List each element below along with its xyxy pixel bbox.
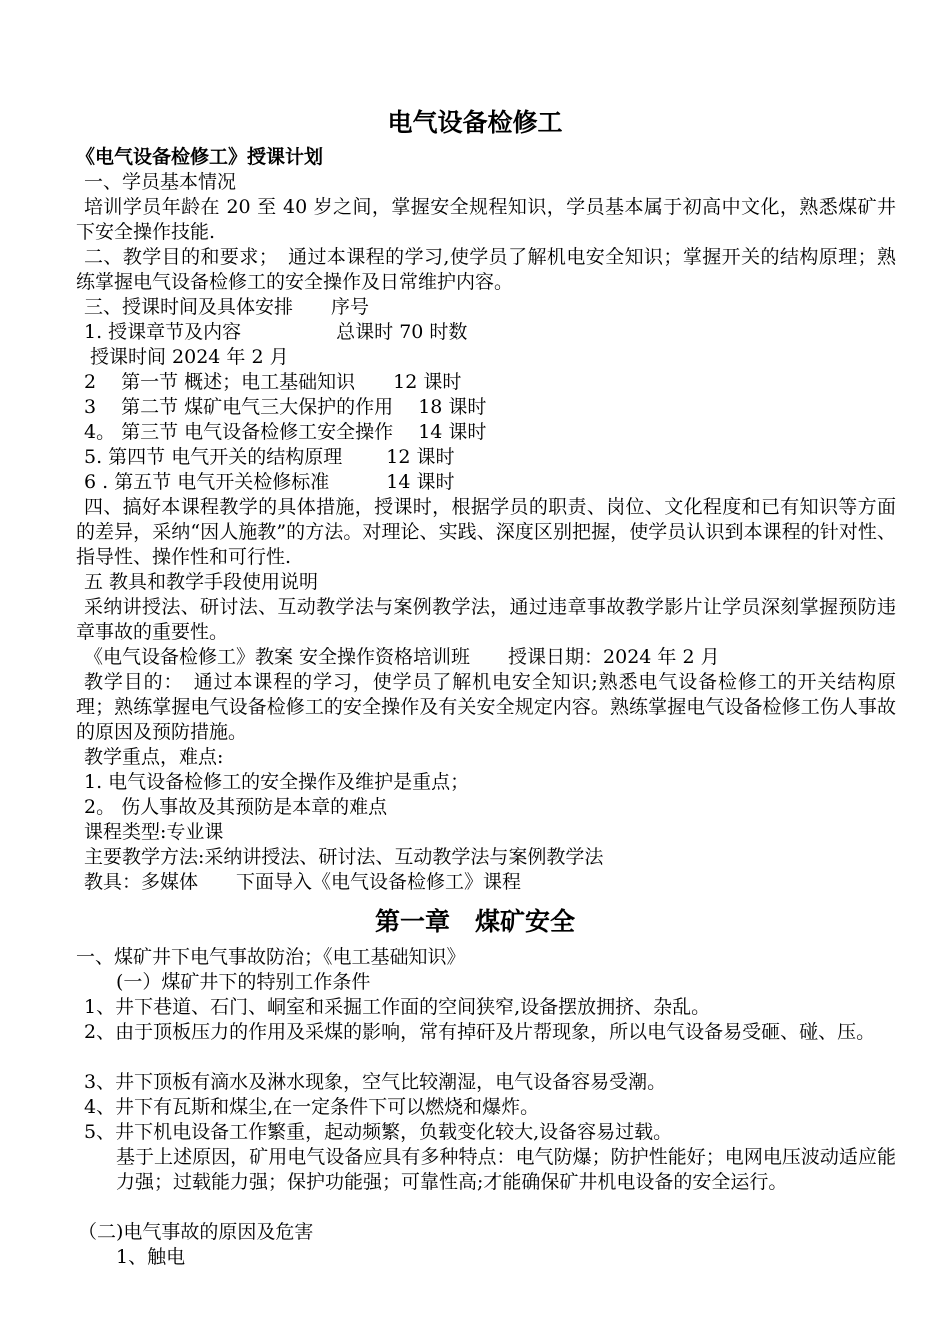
list-item: 1、井下巷道、石门、峒室和采掘工作面的空间狭窄,设备摆放拥挤、杂乱。 (84, 996, 711, 1018)
subsection-heading: 1、触电 (116, 1246, 186, 1268)
text-line: 《电气设备检修工》教案 安全操作资格培训班 授课日期：2024 年 2 月 (84, 646, 720, 668)
text-line: 课程类型:专业课 (84, 821, 224, 843)
section-heading: 一、学员基本情况 (84, 171, 237, 193)
list-item: 3、井下顶板有滴水及淋水现象，空气比较潮湿，电气设备容易受潮。 (84, 1071, 667, 1093)
schedule-row: 5. 第四节 电气开关的结构原理 12 课时 (84, 446, 455, 468)
schedule-row: 6 . 第五节 电气开关检修标准 14 课时 (84, 471, 455, 493)
text-line: 三、授课时间及具体安排 序号 (84, 296, 370, 318)
text-line: 主要教学方法:采纳讲授法、研讨法、互动教学法与案例教学法 (84, 846, 604, 868)
subsection-heading: (一）煤矿井下的特别工作条件 (116, 971, 371, 993)
schedule-row: 2 第一节 概述；电工基础知识 12 课时 (84, 371, 462, 393)
list-item: 4、井下有瓦斯和煤尘,在一定条件下可以燃烧和爆炸。 (84, 1096, 540, 1118)
document-title: 电气设备检修工 (387, 108, 563, 137)
section-heading: 一、煤矿井下电气事故防治；《电工基础知识》 (76, 946, 466, 968)
text-line: 1. 电气设备检修工的安全操作及维护是重点； (84, 771, 470, 793)
list-item: 2、由于顶板压力的作用及采煤的影响，常有掉矸及片帮现象，所以电气设备易受砸、碰、压。 (84, 1021, 876, 1043)
paragraph: 二、教学目的和要求； 通过本课程的学习,使学员了解机电安全知识；掌握开关的结构原理；熟练掌握电气设备检修工的安全操作及日常维护内容。 (76, 246, 896, 293)
schedule-row: 4。 第三节 电气设备检修工安全操作 14 课时 (84, 421, 487, 443)
text-line: 教学重点，难点: (84, 746, 224, 768)
text-line: 授课时间 2024 年 2 月 (90, 346, 289, 368)
paragraph: 教学目的： 通过本课程的学习，使学员了解机电安全知识;熟悉电气设备检修工的开关结构原理；熟练掌握电气设备检修工的安全操作及有关安全规定内容。熟练掌握电气设备检修工伤人事故的原因及预防措施。 (76, 671, 896, 743)
list-item: 5、井下机电设备工作繁重，起动频繁，负载变化较大,设备容易过载。 (84, 1121, 673, 1143)
chapter-heading: 第一章 煤矿安全 (374, 907, 575, 936)
paragraph: 基于上述原因，矿用电气设备应具有多种特点：电气防爆；防护性能好；电网电压波动适应能力强；过载能力强；保护功能强；可靠性高;才能确保矿井机电设备的安全运行。 (116, 1146, 896, 1193)
paragraph: 培训学员年龄在 20 至 40 岁之间，掌握安全规程知识，学员基本属于初高中文化，熟悉煤矿井下安全操作技能. (76, 196, 896, 243)
subsection-heading: （二)电气事故的原因及危害 (78, 1221, 314, 1243)
text-line: 2。 伤人事故及其预防是本章的难点 (84, 796, 388, 818)
schedule-row: 3 第二节 煤矿电气三大保护的作用 18 课时 (84, 396, 487, 418)
text-line: 1. 授课章节及内容 总课时 70 时数 (84, 321, 468, 343)
paragraph: 采纳讲授法、研讨法、互动教学法与案例教学法，通过违章事故教学影片让学员深刻掌握预防违章事故的重要性。 (76, 596, 896, 643)
plan-title: 《电气设备检修工》授课计划 (76, 146, 324, 168)
text-line: 教具：多媒体 下面导入《电气设备检修工》课程 (84, 871, 522, 893)
paragraph: 四、搞好本课程教学的具体措施，授课时，根据学员的职责、岗位、文化程度和已有知识等方面的差异，采纳“因人施教”的方法。对理论、实践、深度区别把握，使学员认识到本课程的针对性、指导性、操作性和可行性. (76, 496, 896, 568)
text-line: 五 教具和教学手段使用说明 (84, 571, 319, 593)
